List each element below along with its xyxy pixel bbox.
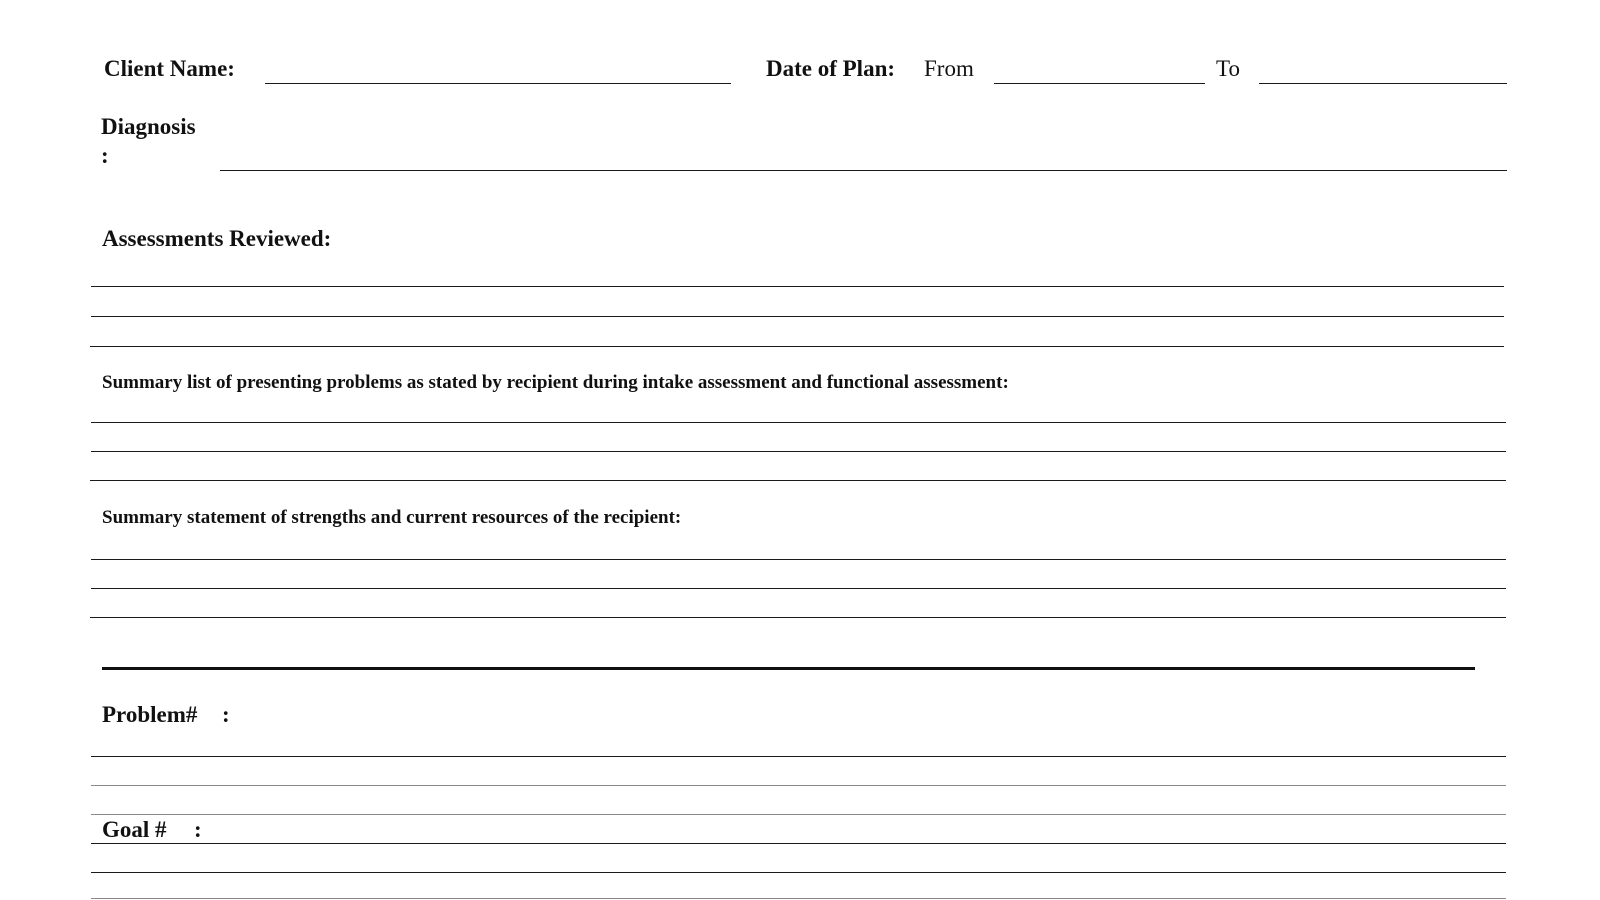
from-label: From <box>924 56 974 81</box>
goal-line-3[interactable] <box>91 898 1506 899</box>
client-name-field[interactable] <box>265 83 731 84</box>
assessments-line-3[interactable] <box>90 346 1504 347</box>
date-to-field[interactable] <box>1259 83 1507 84</box>
goal-label: Goal # <box>102 817 167 842</box>
client-name-label: Client Name: <box>104 56 235 81</box>
date-of-plan-label: Date of Plan: <box>766 56 896 81</box>
summary-strengths-line-3[interactable] <box>90 617 1506 618</box>
to-label: To <box>1216 56 1240 81</box>
summary-problems-label: Summary list of presenting problems as stated by recipient during intake assessment and functional assessment: <box>102 372 1009 393</box>
diagnosis-colon: : <box>101 143 109 168</box>
problem-line-2[interactable] <box>91 785 1506 786</box>
section-divider <box>102 667 1475 670</box>
problem-line-1[interactable] <box>91 756 1506 757</box>
assessments-reviewed-label: Assessments Reviewed: <box>102 226 332 251</box>
problem-line-3[interactable] <box>91 814 1506 815</box>
summary-strengths-line-1[interactable] <box>91 559 1506 560</box>
summary-problems-line-3[interactable] <box>90 480 1506 481</box>
problem-colon: : <box>222 702 230 727</box>
goal-line-1[interactable] <box>91 843 1506 844</box>
summary-problems-line-2[interactable] <box>91 451 1506 452</box>
diagnosis-label: Diagnosis <box>101 114 196 139</box>
assessments-line-2[interactable] <box>91 316 1504 317</box>
goal-line-2[interactable] <box>91 872 1506 873</box>
problem-label: Problem# <box>102 702 198 727</box>
summary-problems-line-1[interactable] <box>91 422 1506 423</box>
date-from-field[interactable] <box>994 83 1205 84</box>
assessments-line-1[interactable] <box>91 286 1504 287</box>
goal-colon: : <box>194 817 202 842</box>
diagnosis-field[interactable] <box>220 170 1507 171</box>
summary-strengths-line-2[interactable] <box>91 588 1506 589</box>
summary-strengths-label: Summary statement of strengths and current resources of the recipient: <box>102 507 682 528</box>
